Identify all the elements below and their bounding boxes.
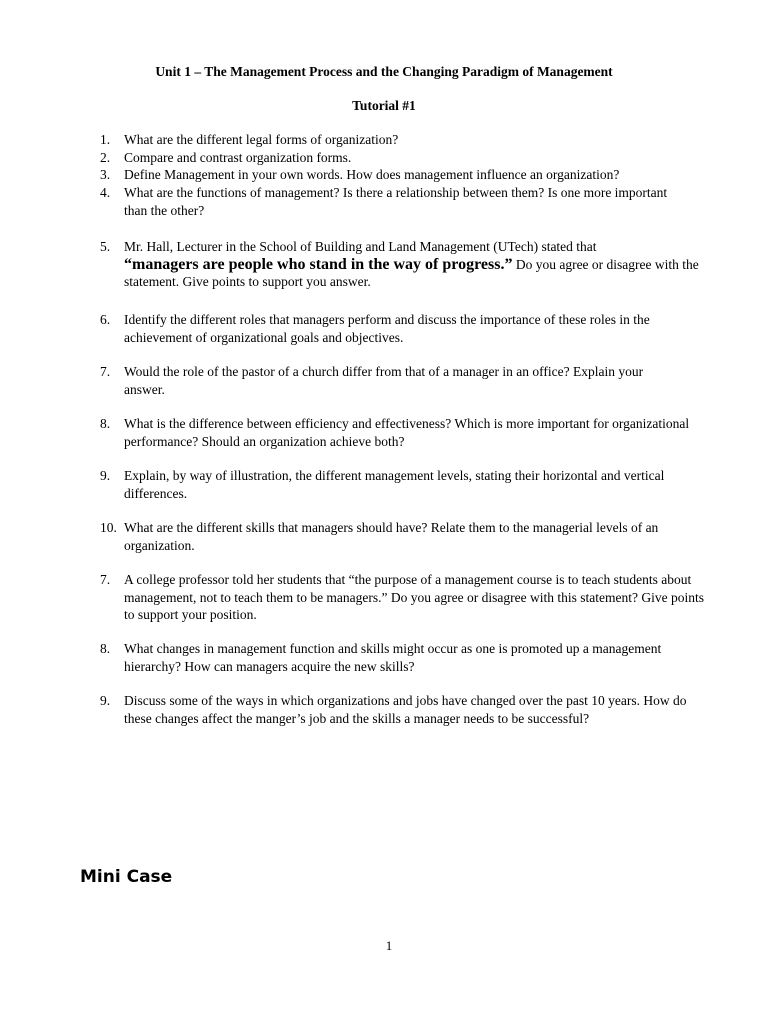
question-item: [100, 131, 710, 149]
quoted-statement: “managers are people who stand in the way of progress.”: [124, 255, 513, 273]
mini-case-heading: Mini Case: [80, 867, 173, 887]
question-number: 4.: [100, 185, 111, 200]
question-item: [100, 519, 710, 554]
question-number: 9.: [100, 693, 111, 708]
question-number: 8.: [100, 416, 111, 431]
question-text: Explain, by way of illustration, the different management levels, stating their horizontal and vertical differences.: [124, 468, 665, 501]
question-text: Would the role of the pastor of a church differ from that of a manager in an office? Explain your answer.: [124, 364, 644, 397]
question-item: [100, 149, 710, 167]
question-number: 7.: [100, 364, 111, 379]
tutorial-subtitle: Tutorial #1: [352, 98, 416, 113]
question-text: Identify the different roles that managers perform and discuss the importance of these roles in the achievement of organizational goals and objectives.: [124, 312, 650, 345]
question-item: [100, 415, 710, 450]
question-text: What are the functions of management? Is there a relationship between them? Is one more important than the other?: [124, 185, 668, 218]
question-text: Discuss some of the ways in which organizations and jobs have changed over the past 10 years. How do these changes affect the manger’s job and the skills a manager needs to be successful?: [124, 693, 687, 726]
question-text: [124, 238, 710, 291]
question-number: 8.: [100, 641, 111, 656]
question-item: [100, 467, 710, 502]
question-item: [100, 311, 710, 346]
question-text: What is the difference between efficiency and effectiveness? Which is more important for organizational performance? Should an organization achieve both?: [124, 416, 690, 449]
question-text: Compare and contrast organization forms.: [124, 150, 352, 165]
question-number: 5.: [100, 239, 111, 254]
question-item: [100, 692, 710, 727]
question-number: 7.: [100, 572, 111, 587]
page-number: 1: [385, 938, 393, 953]
question-item: [100, 571, 710, 624]
question-item: [100, 238, 710, 291]
question-item: [100, 184, 710, 219]
question-text: What changes in management function and skills might occur as one is promoted up a management hierarchy? How can managers acquire the new skills?: [124, 641, 662, 674]
question-number: 3.: [100, 167, 111, 182]
question-text: Define Management in your own words. How does management influence an organization?: [124, 167, 620, 182]
question-number: 9.: [100, 468, 111, 483]
question-text-follow: Do you agree or disagree with the statement. Give points to support you answer.: [124, 256, 699, 289]
question-text: What are the different skills that managers should have? Relate them to the managerial levels of an organization.: [124, 520, 659, 553]
question-text-intro: Mr. Hall, Lecturer in the School of Building and Land Management (UTech) stated that: [124, 239, 597, 254]
question-number: 1.: [100, 132, 111, 147]
question-item: [100, 640, 710, 675]
question-text: A college professor told her students that “the purpose of a management course is to teach students about management, not to teach them to be managers.” Do you agree or disagree with this statement? Give points to support your position.: [124, 572, 704, 622]
question-number: 10.: [100, 520, 117, 535]
question-number: 2.: [100, 150, 111, 165]
question-number: 6.: [100, 312, 111, 327]
question-item: [100, 363, 710, 398]
question-text: What are the different legal forms of organization?: [124, 132, 399, 147]
question-item: [100, 166, 710, 184]
document-title: Unit 1 – The Management Process and the Changing Paradigm of Management: [155, 64, 613, 79]
